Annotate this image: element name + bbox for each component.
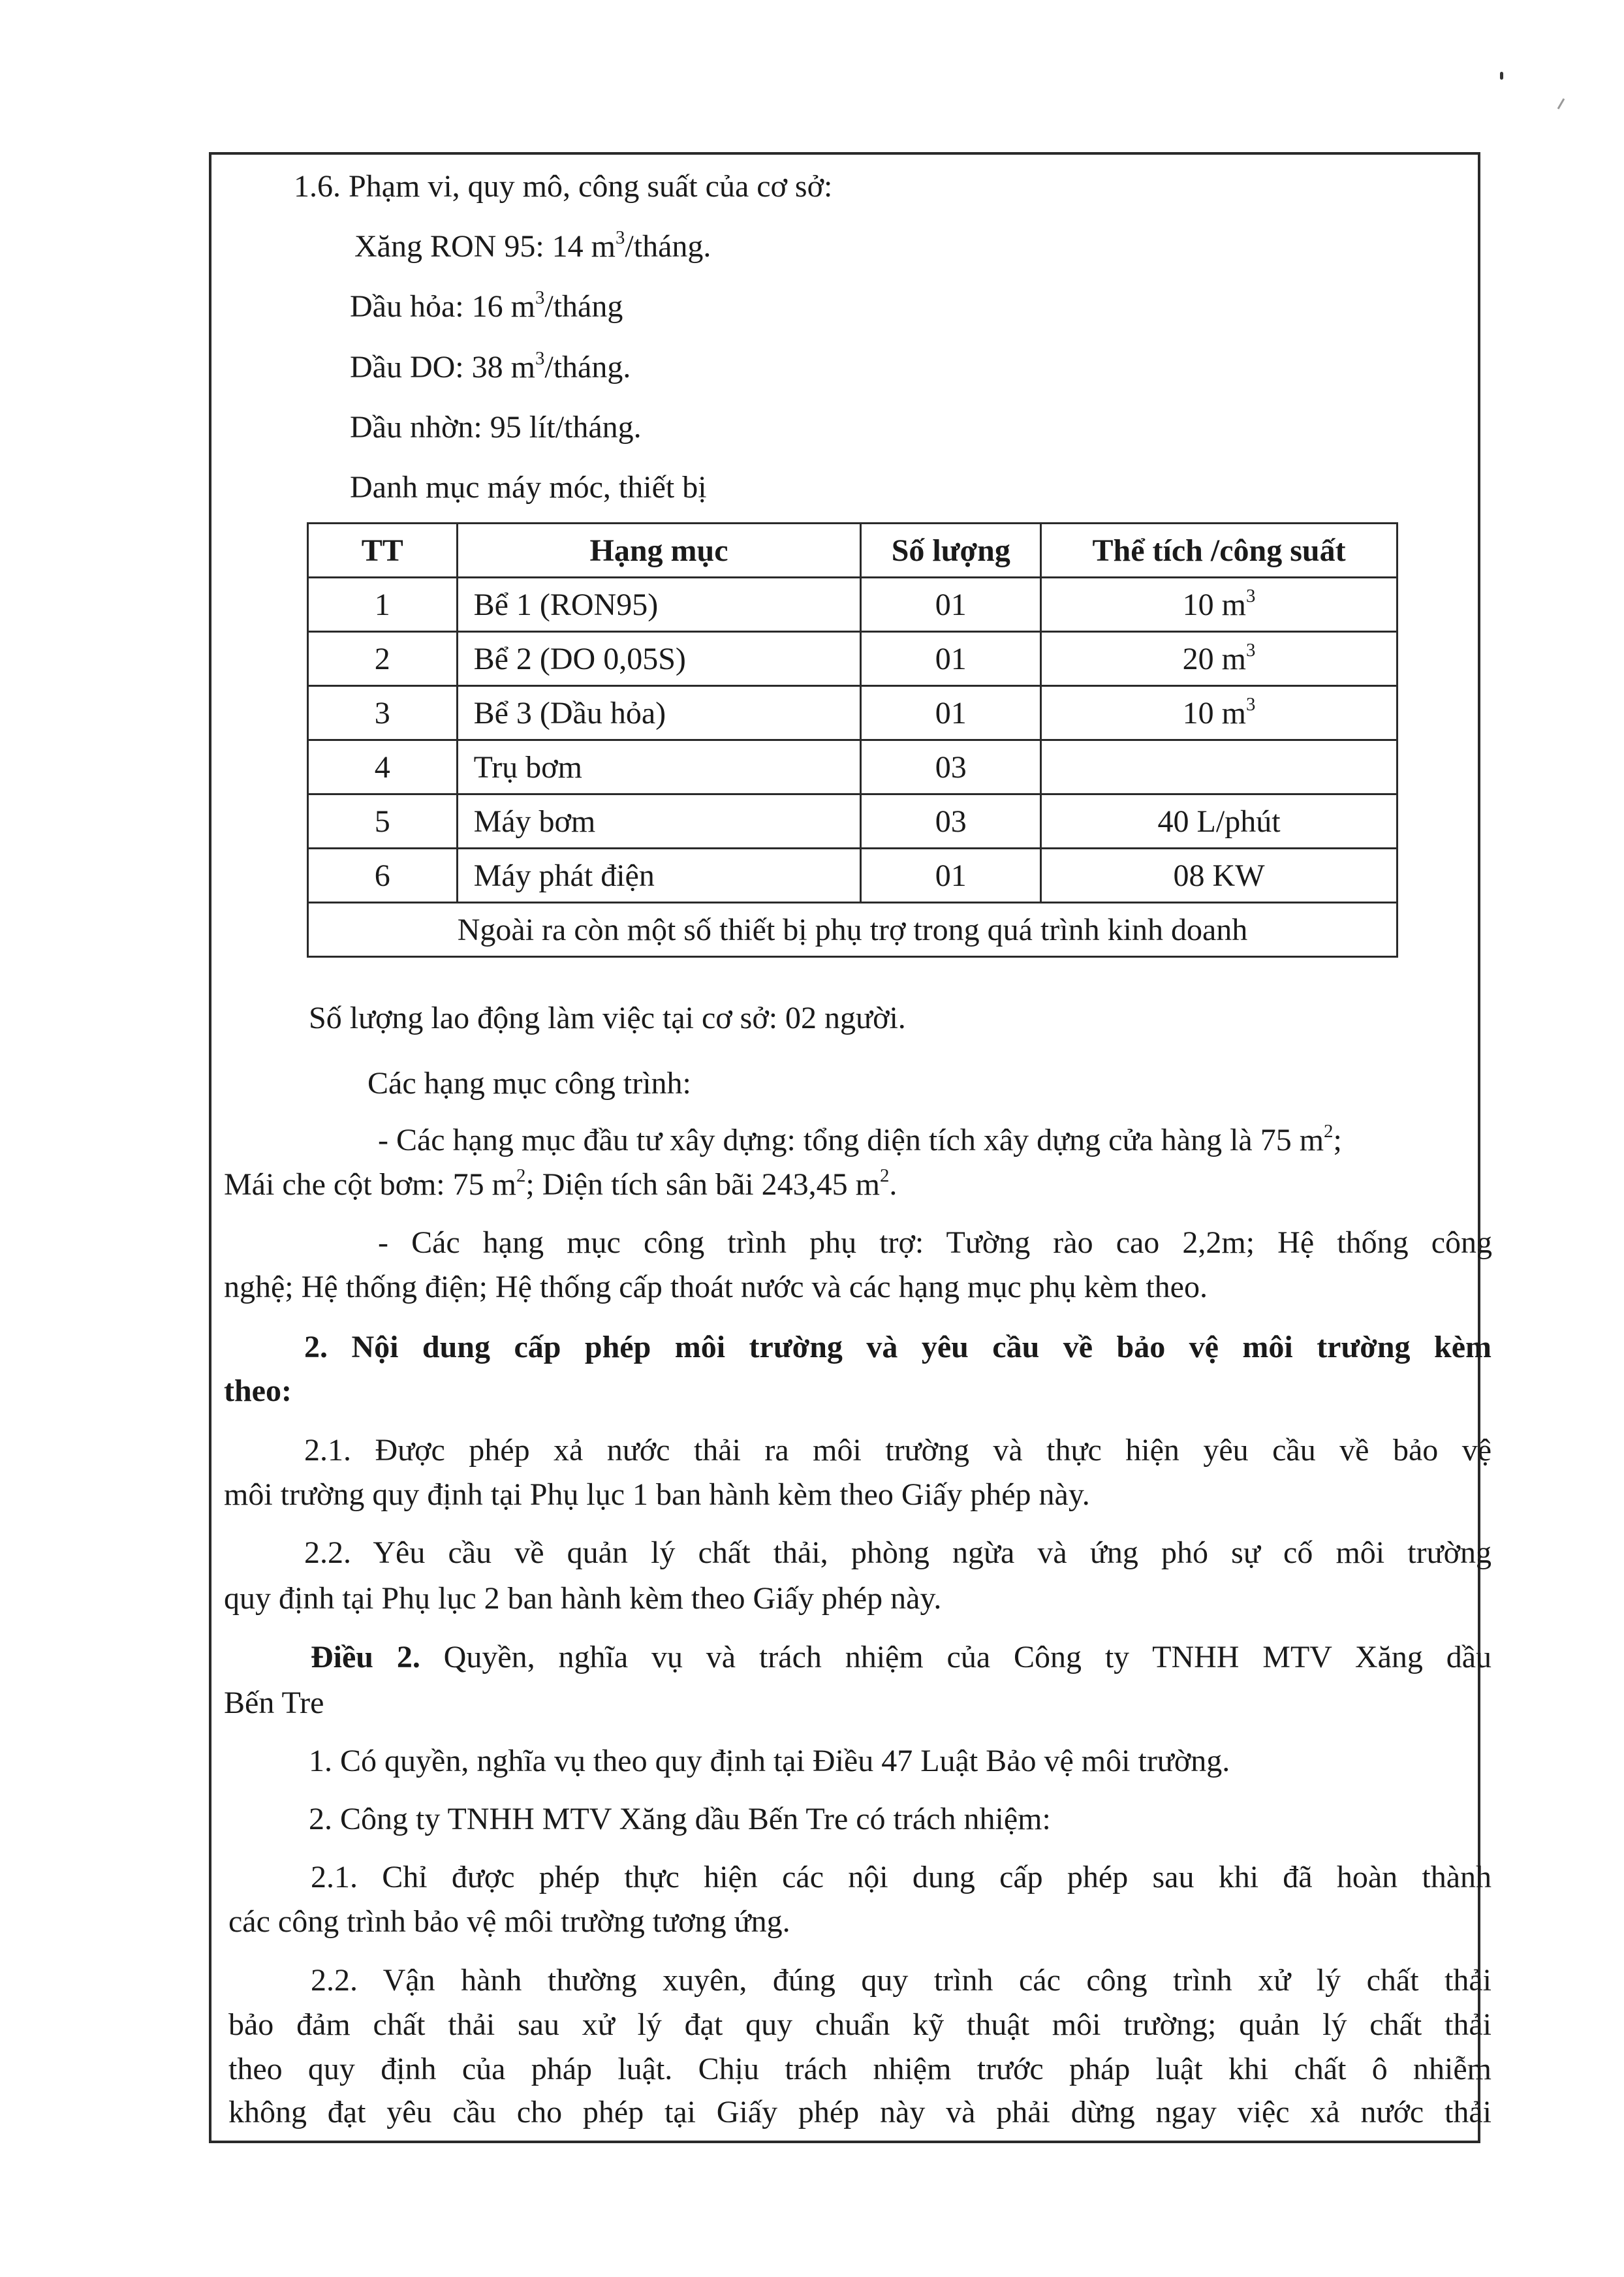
section-2-title-line1: 2. Nội dung cấp phép môi trường và yêu cầu về bảo vệ môi trường kèm — [304, 1330, 1491, 1364]
cell-item: Bể 3 (Dầu hỏa) — [457, 686, 861, 740]
table-row — [308, 686, 1398, 740]
header-tt: TT — [308, 524, 458, 578]
cell-tt: 2 — [308, 632, 458, 686]
article-2-item-2-1-line1: 2.1. Chỉ được phép thực hiện các nội dung cấp phép sau khi đã hoàn thành — [311, 1860, 1491, 1894]
diesel-capacity: Dầu DO: 38 $m^3$/tháng. — [350, 347, 631, 385]
cell-capacity: 10 $m^3$ — [1041, 578, 1398, 632]
cell-capacity: 20 $m^3$ — [1041, 632, 1398, 686]
scan-speck — [1500, 72, 1503, 80]
article-2-title-line1: Điều 2. Quyền, nghĩa vụ và trách nhiệm của Công ty TNHH MTV Xăng dầu — [311, 1640, 1492, 1674]
article-2-item-2: 2. Công ty TNHH MTV Xăng dầu Bến Tre có trách nhiệm: — [309, 1802, 1051, 1836]
cell-quantity: 01 — [861, 686, 1041, 740]
works-auxiliary-line2: nghệ; Hệ thống điện; Hệ thống cấp thoát nước và các hạng mục phụ kèm theo. — [224, 1270, 1208, 1304]
cell-item: Máy bơm — [457, 794, 861, 849]
section-2-title-line2: theo: — [224, 1374, 292, 1408]
works-title: Các hạng mục công trình: — [367, 1066, 691, 1101]
workers-count: Số lượng lao động làm việc tại cơ sở: 02 người. — [309, 1001, 906, 1035]
para-2-1-line1: 2.1. Được phép xả nước thải ra môi trường và thực hiện yêu cầu về bảo vệ — [304, 1433, 1491, 1468]
table-header-row — [308, 524, 1398, 578]
equipment-list-title: Danh mục máy móc, thiết bị — [350, 470, 707, 505]
article-2-title-line2: Bến Tre — [224, 1686, 324, 1720]
section-1-6-title: 1.6. Phạm vi, quy mô, công suất của cơ sở: — [294, 169, 833, 204]
works-investment-line1: - Các hạng mục đầu tư xây dựng: tổng diện tích xây dựng cửa hàng là 75 $m^2$; — [378, 1120, 1342, 1157]
cell-item: Máy phát điện — [457, 849, 861, 903]
table-row — [308, 849, 1398, 903]
article-2-item-2-2-line1: 2.2. Vận hành thường xuyên, đúng quy trình các công trình xử lý chất thải — [311, 1963, 1491, 1998]
article-2-item-2-2-line2: bảo đảm chất thải sau xử lý đạt quy chuẩn kỹ thuật môi trường; quản lý chất thải — [228, 2007, 1491, 2042]
scan-speck — [1557, 98, 1565, 109]
kerosene-capacity: Dầu hỏa: 16 $m^3$/tháng — [350, 287, 623, 324]
cell-quantity: 03 — [861, 794, 1041, 849]
cell-tt: 3 — [308, 686, 458, 740]
table-row — [308, 578, 1398, 632]
table-note-row — [308, 903, 1398, 957]
table-row — [308, 740, 1398, 794]
cell-capacity — [1041, 740, 1398, 794]
works-investment-line2: Mái che cột bơm: 75 $m^2$; Diện tích sân bãi 243,45 $m^2$. — [224, 1165, 898, 1202]
cell-tt: 1 — [308, 578, 458, 632]
table-row — [308, 632, 1398, 686]
table-note: Ngoài ra còn một số thiết bị phụ trợ trong quá trình kinh doanh — [308, 903, 1398, 957]
cell-tt: 4 — [308, 740, 458, 794]
cell-quantity: 01 — [861, 578, 1041, 632]
para-2-2-line2: quy định tại Phụ lục 2 ban hành kèm theo Giấy phép này. — [224, 1581, 942, 1616]
ron95-capacity: Xăng RON 95: 14 $m^3$/tháng. — [354, 227, 711, 264]
cell-item: Bể 2 (DO 0,05S) — [457, 632, 861, 686]
header-item: Hạng mục — [457, 524, 861, 578]
cell-capacity: 40 L/phút — [1041, 794, 1398, 849]
lube-capacity: Dầu nhờn: 95 lít/tháng. — [350, 410, 642, 445]
para-2-2-line1: 2.2. Yêu cầu về quản lý chất thải, phòng ngừa và ứng phó sự cố môi trường — [304, 1535, 1491, 1570]
cell-tt: 5 — [308, 794, 458, 849]
article-2-item-1: 1. Có quyền, nghĩa vụ theo quy định tại Điều 47 Luật Bảo vệ môi trường. — [309, 1744, 1230, 1778]
para-2-1-line2: môi trường quy định tại Phụ lục 1 ban hành kèm theo Giấy phép này. — [224, 1477, 1090, 1512]
article-2-item-2-1-line2: các công trình bảo vệ môi trường tương ứng. — [228, 1904, 790, 1939]
cell-tt: 6 — [308, 849, 458, 903]
cell-capacity: 08 KW — [1041, 849, 1398, 903]
cell-quantity: 01 — [861, 849, 1041, 903]
table-row — [308, 794, 1398, 849]
equipment-table — [307, 522, 1398, 958]
cell-item: Trụ bơm — [457, 740, 861, 794]
works-auxiliary-line1: - Các hạng mục công trình phụ trợ: Tường rào cao 2,2m; Hệ thống công — [378, 1225, 1492, 1260]
cell-item: Bể 1 (RON95) — [457, 578, 861, 632]
cell-quantity: 03 — [861, 740, 1041, 794]
cell-quantity: 01 — [861, 632, 1041, 686]
article-2-item-2-2-line4: không đạt yêu cầu cho phép tại Giấy phép này và phải dừng ngay việc xả nước thải — [228, 2095, 1491, 2129]
header-capacity: Thể tích /công suất — [1041, 524, 1398, 578]
header-quantity: Số lượng — [861, 524, 1041, 578]
cell-capacity: 10 $m^3$ — [1041, 686, 1398, 740]
article-2-item-2-2-line3: theo quy định của pháp luật. Chịu trách nhiệm trước pháp luật khi chất ô nhiễm — [228, 2052, 1491, 2086]
